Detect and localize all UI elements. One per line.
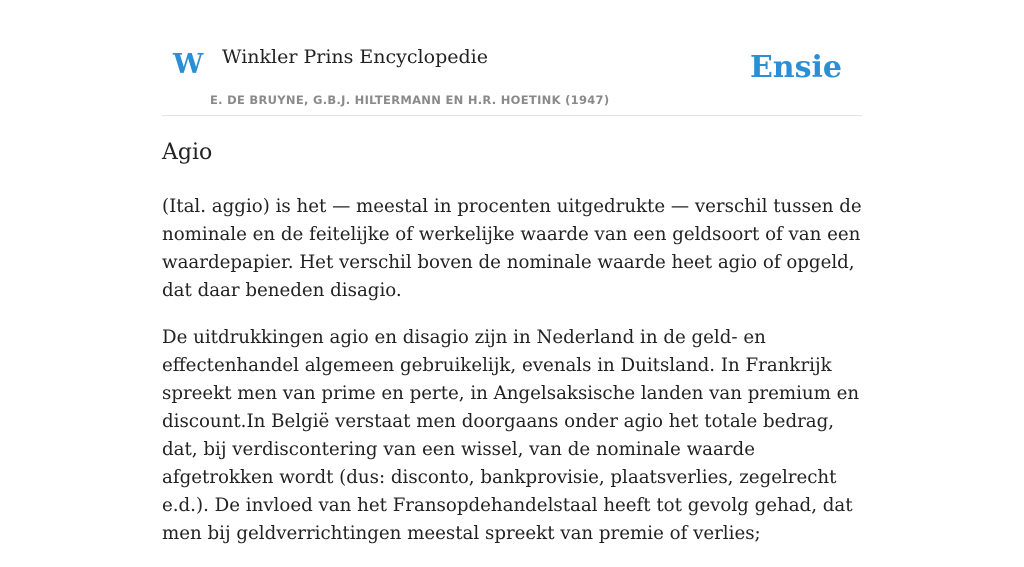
brand-logo[interactable]: Ensie [749,50,842,85]
article-paragraph: (Ital. aggio) is het — meestal in procenten uitgedrukte — verschil tussen de nominale en de feitelijke of werkelijke waarde van een geldsoort of van een waardepapier. Het verschil boven de nominale waarde heet agio of opgeld, dat daar beneden disagio. [162,196,862,301]
site-header [162,0,862,116]
article-paragraph: De uitdrukkingen agio en disagio zijn in Nederland in de geld- en effectenhandel algemeen gebruikelijk, evenals in Duitsland. In Frankrijk spreekt men van prime en perte, in Angelsaksische landen van premium en discount.In België verstaat men doorgaans onder agio het totale bedrag, dat, bij verdiscontering van een wissel, van de nominale waarde afgetrokken wordt (dus: disconto, bankprovisie, plaatsverlies, zegelrecht e.d.). De invloed van het Fransopdehandelstaal heeft tot gevolg gehad, dat men bij geldverrichtingen meestal spreekt van premie of verlies; [162,327,860,544]
site-title[interactable]: Winkler Prins Encyclopedie [222,46,488,68]
article-title: Agio [162,140,213,165]
site-logo[interactable]: W [173,49,204,80]
article-body [162,193,862,567]
site-authors: E. DE BRUYNE, G.B.J. HILTERMANN EN H.R. HOETINK (1947) [210,93,610,107]
